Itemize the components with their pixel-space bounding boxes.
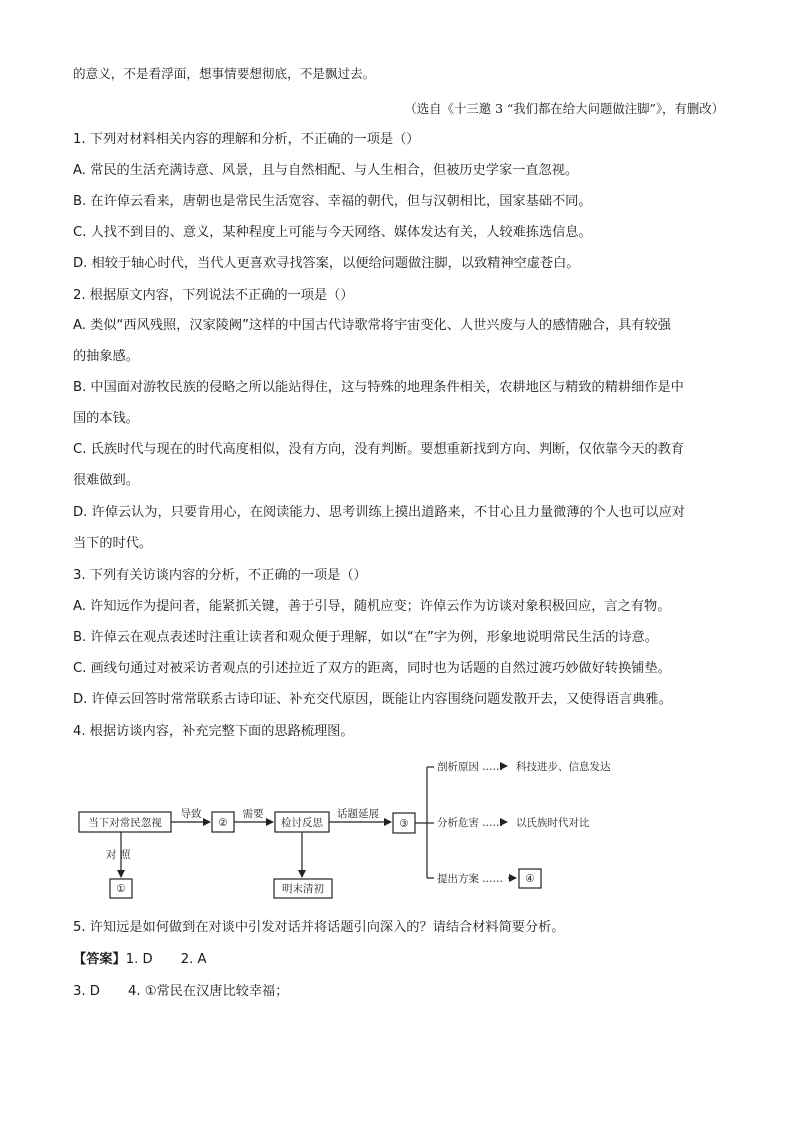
branch-2-dots: …… (482, 817, 503, 829)
question-1-option-a: A. 常民的生活充满诗意、风景，且与自然相配、与人生相合，但被历史学家一直忽视。 (73, 163, 579, 178)
question-2-option-b-line2: 国的本钱。 (73, 411, 139, 426)
arrow-need-label: 需要 (242, 808, 264, 820)
question-2-option-c-line2: 很难做到。 (73, 473, 139, 488)
branch-1-label: 剖析原因 (437, 761, 479, 773)
branch-3-dots: …… (482, 873, 503, 885)
question-3-option-a: A. 许知远作为提问者，能紧抓关键，善于引导，随机应变；许倬云作为访谈对象积极回应，言之有物。 (73, 599, 671, 614)
question-4-stem: 4. 根据访谈内容，补充完整下面的思路梳理图。 (73, 724, 354, 739)
answer-line-2 (73, 982, 733, 1002)
box-2-label: ② (218, 817, 228, 829)
answer-1: 1. D (125, 952, 153, 967)
arrow-extend-label: 话题延展 (337, 808, 379, 820)
question-3-option-c: C. 画线句通过对被采访者观点的引述拉近了双方的距离，同时也为话题的自然过渡巧妙做好转换铺垫。 (73, 661, 671, 676)
box-4-label: ④ (525, 873, 535, 885)
question-3-option-b: B. 许倬云在观点表述时注重让读者和观众便于理解，如以“在”字为例，形象地说明常民生活的诗意。 (73, 630, 658, 645)
question-1-option-d: D. 相较于轴心时代，当代人更喜欢寻找答案，以便给问题做注脚，以致精神空虚苍白。 (73, 256, 580, 271)
question-2-option-b-line1: B. 中国面对游牧民族的侵略之所以能站得住，这与特殊的地理条件相关，农耕地区与精致的精耕细作是中 (73, 380, 684, 395)
branch-2-label: 分析危害 (437, 817, 479, 829)
answer-4: 4. ①常民在汉唐比较幸福； (127, 984, 289, 999)
source-citation: （选自《十三邀 3 “我们都在给大问题做注脚”》，有删改） (404, 101, 724, 116)
answer-2: 2. A (180, 952, 207, 967)
question-5-stem: 5. 许知远是如何做到在对谈中引发对话并将话题引向深入的？请结合材料简要分析。 (73, 920, 565, 935)
question-3-option-d: D. 许倬云回答时常常联系古诗印证、补充交代原因，既能让内容围绕问题发散开去，又使得语言典雅。 (73, 692, 672, 707)
question-1-option-c: C. 人找不到目的、意义，某种程度上可能与今天网络、媒体发达有关，人较难拣选信息。 (73, 225, 592, 240)
branch-1-target: 科技进步、信息发达 (516, 761, 611, 773)
question-2-option-a-line1: A. 类似“西风残照，汉家陵阙”这样的中国古代诗歌常将宇宙变化、人世兴废与人的感情融合，具有较强 (73, 318, 671, 333)
question-2-option-a-line2: 的抽象感。 (73, 349, 139, 364)
contrast-label: 对 照 (106, 849, 131, 861)
answer-3: 3. D (73, 984, 100, 999)
box-reflect-label: 检讨反思 (281, 817, 323, 829)
text-continuation: 的意义，不是看浮面，想事情要想彻底，不是飘过去。 (73, 66, 376, 81)
branch-3-label: 提出方案 (437, 873, 479, 885)
question-2-option-d-line1: D. 许倬云认为，只要肯用心，在阅读能力、思考训练上摸出道路来，不甘心且力量微薄的个人也可以应对 (73, 505, 685, 520)
question-1-stem: 1. 下列对材料相关内容的理解和分析，不正确的一项是（） (73, 132, 420, 147)
answer-line-1 (73, 950, 733, 970)
answer-label: 【答案】 (73, 952, 126, 967)
question-1-option-b: B. 在许倬云看来，唐朝也是常民生活宽容、幸福的朝代，但与汉朝相比，国家基础不同。 (73, 194, 592, 209)
question-3-stem: 3. 下列有关访谈内容的分析，不正确的一项是（） (73, 568, 367, 583)
arrow-cause-label: 导致 (180, 808, 202, 820)
box-3-label: ③ (399, 818, 409, 830)
box-start-label: 当下对常民忽视 (88, 817, 162, 829)
branch-1-dots: …… (482, 761, 503, 773)
box-ming-label: 明末清初 (282, 883, 324, 895)
question-2-stem: 2. 根据原文内容，下列说法不正确的一项是（） (73, 288, 354, 303)
question-2-option-c-line1: C. 氏族时代与现在的时代高度相似，没有方向，没有判断。要想重新找到方向、判断，仅依靠今天的教育 (73, 442, 685, 457)
question-2-option-d-line2: 当下的时代。 (73, 536, 153, 551)
branch-2-target: 以氏族时代对比 (516, 817, 590, 829)
box-1-label: ① (116, 883, 126, 895)
